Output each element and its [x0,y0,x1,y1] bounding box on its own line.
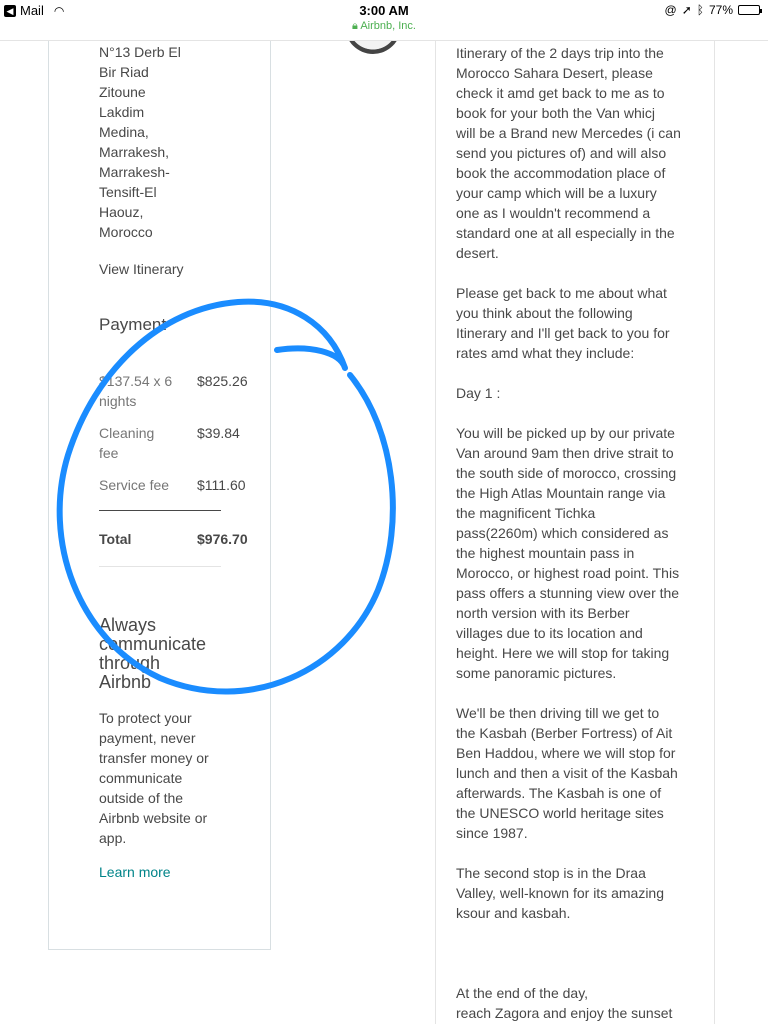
payment-row-service [99,475,249,495]
address-line: Marrakesh- [99,164,170,180]
text-line: To protect your [99,710,192,726]
view-itinerary-link[interactable]: View Itinerary [99,261,184,277]
back-arrow-icon: ◀ [4,5,16,17]
payment-total-row [99,529,249,549]
payment-row-label: Service fee [99,477,170,493]
text-line: Airbnb website or [99,810,208,826]
learn-more-link[interactable]: Learn more [99,864,171,880]
protect-payment-text [99,708,249,848]
message-paragraph: Please get back to me about what you think about the following Itinerary and I'll get back to you for rates amd what they include: [456,285,670,361]
heading-line: through [99,653,161,673]
clock: 3:00 AM [359,3,409,18]
battery-icon [738,5,760,15]
label-line: nights [99,393,137,409]
status-bar [0,0,768,41]
text-line: communicate [99,770,183,786]
heading-line: Airbnb [99,672,152,692]
back-app-label: Mail [20,3,44,18]
total-label: Total [99,531,132,547]
listing-address [99,42,259,242]
heading-line: Always [99,615,157,635]
url-text: Airbnb, Inc. [360,20,416,32]
wifi-icon: ◠ [53,3,65,18]
at-icon: @ [664,3,677,17]
total-divider [99,510,221,511]
communicate-heading [99,616,249,692]
total-amount: $976.70 [197,531,248,547]
payment-row-amount: $111.60 [197,477,246,493]
address-line: Tensift-El [99,184,157,200]
message-paragraph: The second stop is in the Draa Valley, well-known for its amazing ksour and kasbah. [456,865,665,921]
label-line: $137.54 x 6 [99,373,173,389]
payment-row-amount: $39.84 [197,425,240,441]
payment-row-cleaning [99,423,249,463]
label-line: Cleaning [99,425,155,441]
payment-heading: Payment [99,315,167,334]
heading-line: communicate [99,634,207,654]
bluetooth-icon: ᛒ [696,3,704,17]
message-paragraph: Day 1 : [456,385,501,401]
text-line: payment, never [99,730,196,746]
message-paragraph: Itinerary of the 2 days trip into the Morocco Sahara Desert, please check it amd get back to me as to book for your both the Van whicj will be a Brand new Mercedes (i can send you pictures of) and will also book the accommodation place of your camp which will be a luxury one as I wouldn't recommend a standard one at all especially in the desert. [456,45,681,261]
payment-row-amount: $825.26 [197,373,248,389]
address-line: Haouz, [99,204,144,220]
text-line: outside of the [99,790,184,806]
section-divider [99,566,221,567]
message-paragraph: At the end of the day, reach Zagora and enjoy the sunset [456,985,673,1021]
payment-row-label [99,371,189,411]
text-line: app. [99,830,127,846]
payment-row-nights [99,371,249,411]
location-arrow-icon: ➚ [681,3,692,17]
lock-icon: 🔒︎ [352,20,358,32]
battery-percent: 77% [708,3,733,17]
address-line: Bir Riad [99,64,149,80]
message-paragraph: You will be picked up by our private Van around 9am then drive strait to the south side of morocco, crossing the High Atlas Mountain range via the magnificent Tichka pass(2260m) which considered as the highest mountain pass in Morocco, or highest road point. This pass offers a stunning view over the north version with its Berber villages due to its location and height. Here we will stop for taking some panoramic pictures. [456,425,680,681]
url-bar[interactable] [0,20,768,33]
address-line: Lakdim [99,104,145,120]
address-line: Morocco [99,224,153,240]
text-line: transfer money or [99,750,209,766]
label-line: fee [99,445,119,461]
address-line: Medina, [99,124,149,140]
message-paragraph: We'll be then driving till we get to the Kasbah (Berber Fortress) of Ait Ben Haddou, where we will stop for lunch and then a visit of the Kasbah afterwards. The Kasbah is one of the UNESCO world heritage sites since 1987. [456,705,678,841]
payment-row-label [99,423,189,463]
address-line: N°13 Derb El [99,44,181,60]
status-icons [665,3,760,17]
address-line: Marrakesh, [99,144,170,160]
address-line: Zitoune [99,84,146,100]
